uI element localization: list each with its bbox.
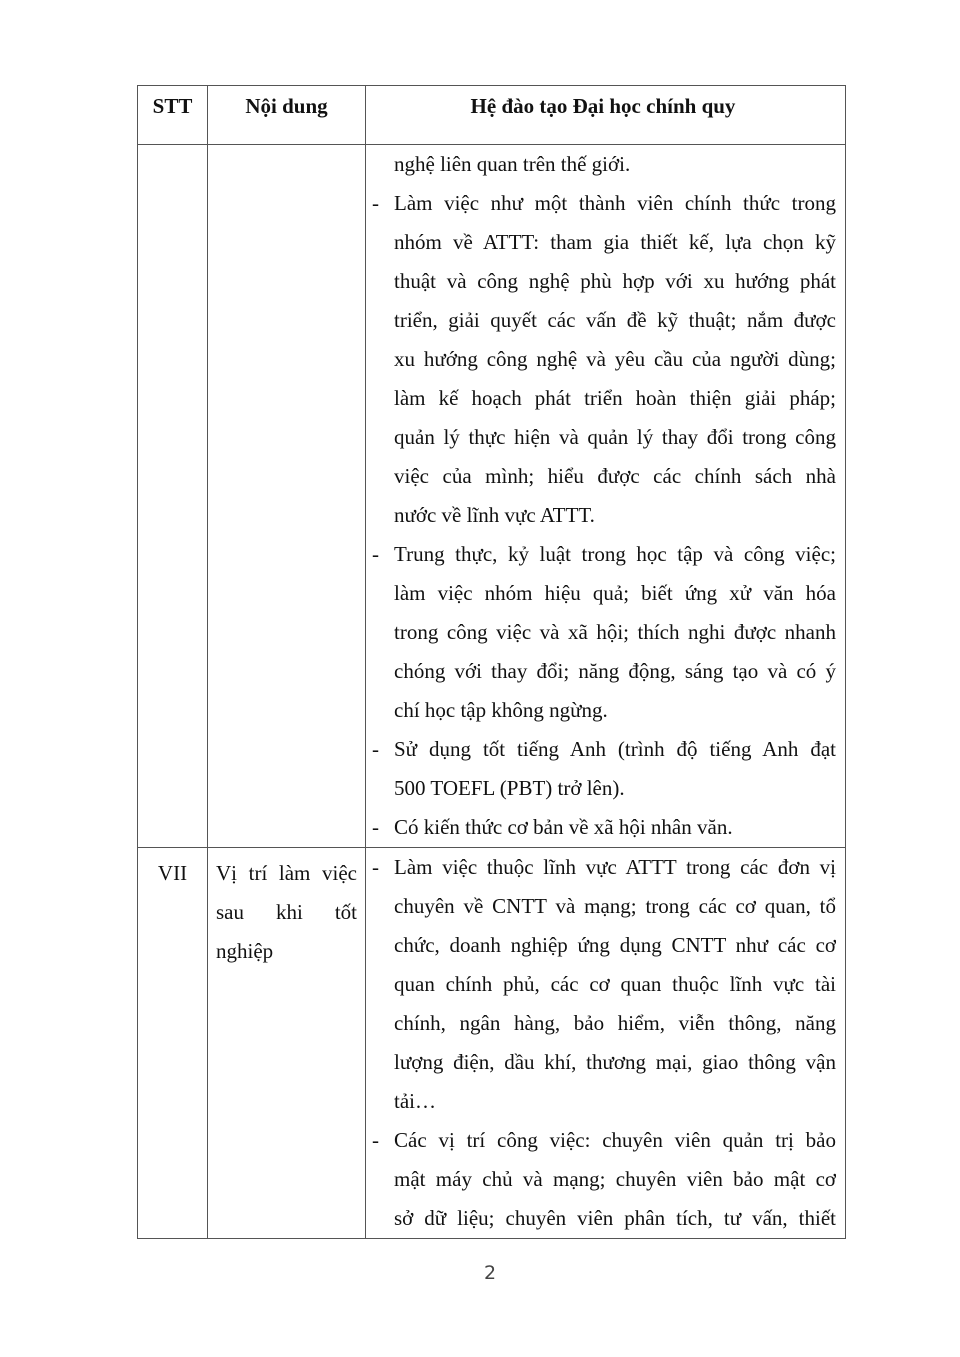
header-program bbox=[366, 86, 845, 144]
bullet-dash: - bbox=[372, 815, 379, 839]
bullet-line: nước về lĩnh vực ATTT. bbox=[394, 503, 595, 527]
stt-value: VII bbox=[157, 861, 188, 885]
bullet-lines bbox=[394, 145, 836, 184]
header-content bbox=[208, 86, 366, 144]
bullet-line: làm việc nhóm hiệu quả; biết ứng xử văn hóa bbox=[394, 581, 836, 605]
bullet-item bbox=[370, 730, 836, 808]
bullet-lines bbox=[394, 808, 836, 847]
bullet-line: làm kế hoạch phát triển hoàn thiện giải pháp; bbox=[394, 386, 836, 410]
bullet-item bbox=[370, 535, 836, 730]
bullet-lines bbox=[394, 184, 836, 535]
bullet-item bbox=[370, 145, 836, 184]
bullet-dash: - bbox=[372, 191, 379, 215]
bullet-line: chuyên về CNTT và mạng; trong các cơ quan, tổ bbox=[394, 894, 836, 918]
bullet-line: Làm việc như một thành viên chính thức trong bbox=[394, 191, 836, 215]
bullet-line: Có kiến thức cơ bản về xã hội nhân văn. bbox=[394, 815, 733, 839]
bullet-lines bbox=[394, 730, 836, 808]
program-cell bbox=[366, 848, 845, 1238]
bullet-item bbox=[370, 1121, 836, 1238]
table-header-row bbox=[138, 86, 845, 144]
header-program-label: Hệ đào tạo Đại học chính quy bbox=[470, 94, 736, 118]
content-cell bbox=[208, 145, 366, 847]
content-lines bbox=[216, 145, 357, 151]
stt-cell bbox=[138, 145, 208, 847]
bullet-line: sở dữ liệu; chuyên viên phân tích, tư vấn, thiết bbox=[394, 1206, 836, 1230]
bullet-line: Các vị trí công việc: chuyên viên quản trị bảo bbox=[394, 1128, 836, 1152]
bullet-line: xu hướng công nghệ và yêu cầu của người dùng; bbox=[394, 347, 836, 371]
stt-cell bbox=[138, 848, 208, 1238]
bullet-lines bbox=[394, 848, 836, 1121]
bullet-line: quan chính phủ, các cơ quan thuộc lĩnh vực tài bbox=[394, 972, 836, 996]
bullet-dash bbox=[370, 145, 394, 184]
program-cell bbox=[366, 145, 845, 847]
bullet-line: nghệ liên quan trên thế giới. bbox=[394, 152, 631, 176]
bullet-item bbox=[370, 184, 836, 535]
header-stt bbox=[138, 86, 208, 144]
bullet-line: việc của mình; hiểu được các chính sách nhà bbox=[394, 464, 836, 488]
bullet-line: Trung thực, kỷ luật trong học tập và công việc; bbox=[394, 542, 836, 566]
bullet-line: triển, giải quyết các vấn đề kỹ thuật; nắm được bbox=[394, 308, 836, 332]
content-line: Vị trí làm việc bbox=[216, 861, 357, 885]
bullet-lines bbox=[394, 535, 836, 730]
bullet-dash: - bbox=[372, 542, 379, 566]
content-line: nghiệp bbox=[216, 939, 274, 963]
bullet-line: quản lý thực hiện và quản lý thay đổi trong công bbox=[394, 425, 836, 449]
bullet-line: tải… bbox=[394, 1089, 436, 1113]
bullet-line: lượng điện, dầu khí, thương mại, giao thông vận bbox=[394, 1050, 836, 1074]
bullet-dash: - bbox=[372, 855, 379, 879]
bullet-line: trong công việc và xã hội; thích nghi được nhanh bbox=[394, 620, 836, 644]
bullet-line: nhóm về ATTT: tham gia thiết kế, lựa chọn kỹ bbox=[394, 230, 836, 254]
bullet-line: chóng với thay đổi; năng động, sáng tạo và có ý bbox=[394, 659, 836, 683]
table-row bbox=[138, 847, 845, 1238]
bullet-line: chức, doanh nghiệp ứng dụng CNTT như các cơ bbox=[394, 933, 836, 957]
header-stt-label: STT bbox=[152, 94, 193, 118]
content-lines bbox=[216, 848, 357, 971]
header-content-label: Nội dung bbox=[245, 94, 328, 118]
content-cell bbox=[208, 848, 366, 1238]
bullet-line: chí học tập không ngừng. bbox=[394, 698, 608, 722]
content-line: sau khi tốt bbox=[216, 900, 357, 924]
bullet-dash: - bbox=[372, 1128, 379, 1152]
bullet-item bbox=[370, 808, 836, 847]
bullet-line: Làm việc thuộc lĩnh vực ATTT trong các đơn vị bbox=[394, 855, 836, 879]
bullet-line: 500 TOEFL (PBT) trở lên). bbox=[394, 776, 625, 800]
bullet-line: Sử dụng tốt tiếng Anh (trình độ tiếng Anh đạt bbox=[394, 737, 836, 761]
bullet-line: thuật và công nghệ phù hợp với xu hướng phát bbox=[394, 269, 836, 293]
table-row bbox=[138, 144, 845, 847]
stt-value bbox=[138, 145, 207, 151]
bullet-line: chính, ngân hàng, bảo hiểm, viễn thông, năng bbox=[394, 1011, 836, 1035]
curriculum-table bbox=[137, 85, 846, 1239]
page-number: 2 bbox=[483, 1262, 497, 1284]
bullet-line: mật máy chủ và mạng; chuyên viên bảo mật cơ bbox=[394, 1167, 836, 1191]
bullet-item bbox=[370, 848, 836, 1121]
bullet-lines bbox=[394, 1121, 836, 1238]
bullet-dash: - bbox=[372, 737, 379, 761]
